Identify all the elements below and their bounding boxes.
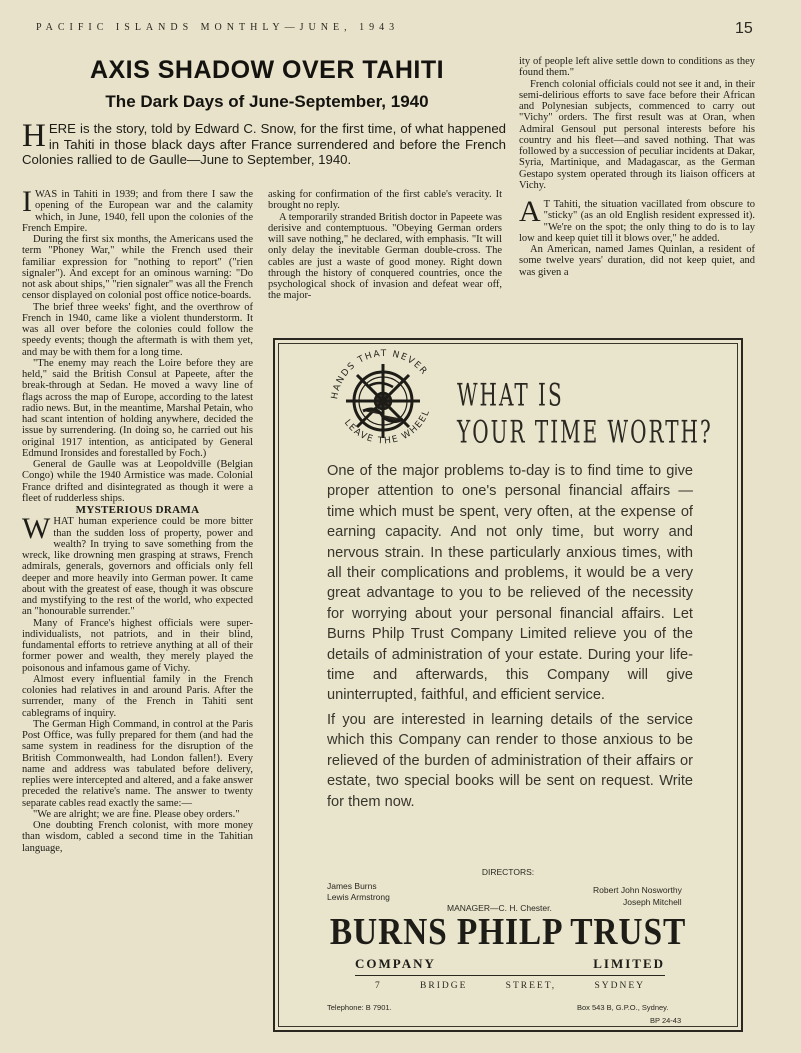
paragraph: An American, named James Quinlan, a resident of some twelve years' duration, did not keep quiet, and was given a	[519, 244, 755, 278]
paragraph	[22, 512, 253, 618]
director-name: Lewis Armstrong	[327, 892, 390, 902]
director-name: James Burns	[327, 881, 377, 891]
page-number: 15	[735, 20, 753, 37]
svg-text:HANDS THAT NEVER: HANDS THAT NEVER	[330, 348, 430, 400]
running-head: PACIFIC ISLANDS MONTHLY—JUNE, 1943	[36, 22, 400, 33]
drop-cap: W	[22, 512, 51, 546]
ship-wheel-icon	[315, 326, 453, 466]
brand-subtitle: COMPANY LIMITED	[355, 956, 665, 971]
paragraph: "We are alright; we are fine. Please obey orders."	[33, 808, 240, 820]
directors-label: DIRECTORS:	[481, 867, 535, 877]
ad-headline-line-1: WHAT IS	[457, 376, 564, 414]
article-title: AXIS SHADOW OVER TAHITI	[89, 56, 445, 84]
drop-cap: H	[22, 118, 46, 154]
ad-paragraph: If you are interested in learning details of the service which this Company can render to those anxious to be relieved of the burden of administration of their affairs or estate, two special books will be sent on request. Write for them now.	[327, 711, 693, 810]
paragraph: The German High Command, in control at the Paris Post Office, was fully prepared for them (and had the same system in readiness for the disruption of the British Commonwealth, had London fallen!). Every name and address was tabulated before delivery, replies were intercepted and altered, and a fake answer preceded the relative's name. The answer to twenty separate cables read exactly the same:—	[22, 718, 253, 809]
director-name: Joseph Mitchell	[623, 897, 682, 907]
brand-name: BURNS PHILP TRUST	[329, 911, 687, 953]
telephone: Telephone: B 7901.	[327, 1003, 392, 1012]
article-subtitle: The Dark Days of June-September, 1940	[105, 92, 429, 111]
paragraph-text: WAS in Tahiti in 1939; and from there I saw the opening of the European war and the calamity which, in June, 1940, fell upon the colonies of the French Empire.	[22, 189, 253, 234]
paragraph: General de Gaulle was at Leopoldville (Belgian Congo) while the 1940 Armistice was made. Colonial France drifted and disintegrated as though it were a fleet of rudderless ships.	[22, 459, 253, 504]
drop-cap: A	[519, 195, 541, 228]
paragraph: One doubting French colonist, with more money than wisdom, cabled a second time in the Tahitian language,	[22, 820, 253, 854]
paragraph	[519, 195, 755, 244]
drop-cap: I	[22, 185, 32, 218]
ad-headline-line-2: YOUR TIME WORTH?	[457, 413, 713, 451]
advertisement	[273, 338, 743, 1032]
paragraph: ity of people left alive settle down to conditions as they found them."	[519, 56, 755, 79]
paragraph: The brief three weeks' fight, and the overthrow of French in 1940, came like a violent thunderstorm. It was all over before the colonies could follow the speedy events; though the aftermath is with them yet, and may be with them for a long time.	[22, 301, 253, 358]
article-intro	[22, 118, 506, 168]
director-name: Robert John Nosworthy	[593, 885, 682, 895]
paragraph: asking for confirmation of the first cable's veracity. It brought no reply.	[268, 189, 502, 212]
article-column-3	[519, 56, 755, 278]
po-box: Box 543 B, G.P.O., Sydney.	[577, 1003, 669, 1012]
paragraph: Many of France's highest officials were super-individualists, not patriots, and in their blind, fundamental efforts to retrieve anything at all of their former power and wealth, they merely played the poisonous and infamous game of Vichy.	[22, 617, 253, 674]
paragraph: Almost every influential family in the French colonies had relatives in and around Paris. After the surrender, many of the French in Tahiti sent cablegrams of inquiry.	[22, 673, 253, 719]
brand-divider	[355, 975, 665, 976]
svg-text:LEAVE THE WHEEL: LEAVE THE WHEEL	[341, 407, 433, 447]
paragraph: "The enemy may reach the Loire before they are held," said the British Consul at Papeete, after the break-through at Sedan. He moved a wavy line of flags across the map of Europe, according to the latest radio news. But, in the meantime, Marshal Petain, who had scant intention of holding anywhere, decided the issue by surrendering. (In doing so, he carried out his original 1917 intention, as anticipated by General Edmund Ironsides and forestalled by Foch.)	[22, 357, 253, 459]
paragraph: French colonial officials could not see it and, in their semi-delirious efforts to save face before their African and Polynesian subjects, commenced to carry out "Vichy" orders. The first result was at Oran, when Admiral Gensoul put personal interests before his country and his fleet—and saved nothing. That was followed by a succession of peculiar incidents at Dakar, Syria, Martinique, and Madagascar, as the German Gestapo system operated through its liaison officers at Vichy.	[519, 78, 755, 191]
paragraph: During the first six months, the Americans used the term "Phoney War," while the French used their familiar expression for "nothing to report" ("rien signaler"). And except for an ominous warning: "Do not ask about ships," "rien signaler" was all the French censor displayed on colonial post office notice-boards.	[22, 234, 253, 302]
section-heading: MYSTERIOUS DRAMA	[75, 504, 200, 516]
article-column-1	[22, 185, 253, 854]
paragraph: A temporarily stranded British doctor in Papeete was derisive and contemptuous. "Obeying German orders will save nothing," he declared, with emphasis. "It will only delay the inevitable German double-cross. The cables are just a waste of good money. Right down through the history of conquered countries, once the psychological shock of invasion and defeat wear off, the major-	[268, 211, 502, 302]
ad-paragraph: One of the major problems to-day is to find time to give proper attention to one's personal financial affairs — time which must be spent, very often, at the expense of earning capacity. And not only time, but worry and nervous strain. In these particularly anxious times, with all their complications and problems, it would be a very great advantage to you to be relieved of the necessity for worrying about your personal financial affairs. Let Burns Philp Trust Company Limited relieve you of the details of administration of your estate. During your life-time and afterwards, this Company will give uninterrupted, faithful, and efficient service.	[327, 463, 693, 704]
paragraph	[22, 185, 253, 234]
intro-text: ERE is the story, told by Edward C. Snow, for the first time, of what happened in Tahiti in those black days after France surrendered and before the French Colonies rallied to de Gaulle—June to September, 1940.	[22, 121, 506, 167]
paragraph-text: HAT human experience could be more bitter than the sudden loss of property, power and wealth? In trying to save something from the wreck, like drowning men grasping at straws, French admirals, generals, governors and officials only fell deeper and more heavily into German power. It came about with the greatest of ease, though it was obscure and mystifying to the rest of the world, who expected an "honourable surrender."	[22, 516, 253, 618]
company-address: 7 BRIDGE STREET, SYDNEY	[375, 981, 645, 991]
manager-name: MANAGER—C. H. Chester.	[447, 903, 552, 913]
ad-reference: BP 24-43	[650, 1016, 682, 1025]
paragraph-text: T Tahiti, the situation vacillated from obscure to "sticky" (as an old English resident expressed it). "We're on the spot; the only thing to do is to lay low and keep quiet till it blows over," he added.	[519, 199, 755, 244]
article-column-2	[268, 189, 502, 302]
ad-body-copy	[327, 461, 693, 812]
